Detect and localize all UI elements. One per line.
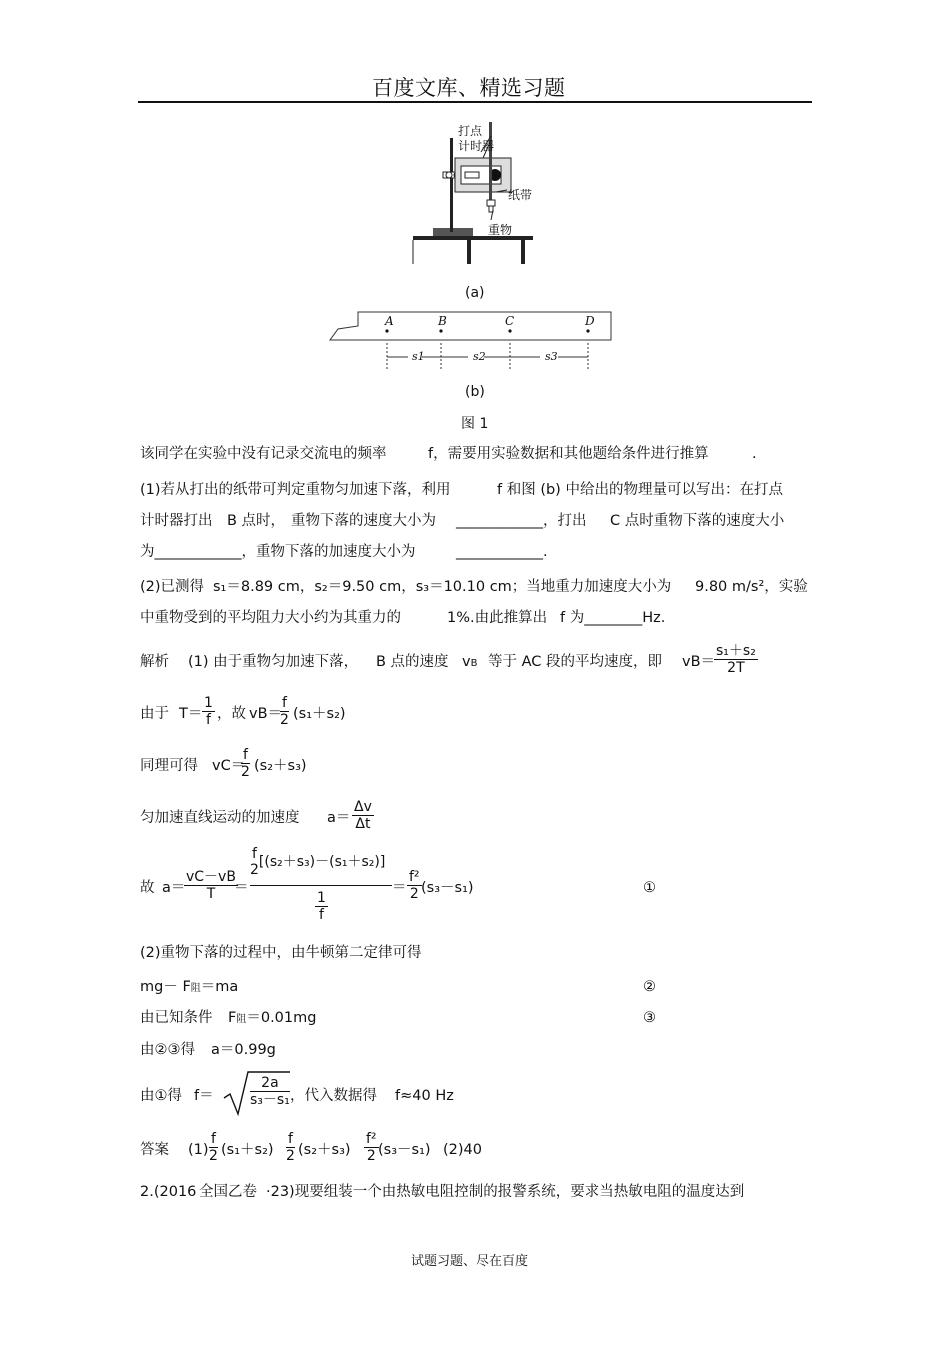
q1-line1b: f 和图 (b) 中给出的物理量可以写出：在打点 (497, 482, 783, 498)
sol-l3b: vC＝ (212, 758, 246, 774)
ans-frac3: $\frac{\text{f²}}{2}$ (366, 1131, 377, 1164)
q1-line2b: B 点时， (227, 513, 286, 529)
ans-frac2: $\frac{f}{2}$ (286, 1131, 295, 1164)
q2-line2c: f 为________Hz. (560, 610, 666, 626)
q1-line2e: C 点时重物下落的速度大小 (610, 513, 785, 529)
sol-l5b: a＝ (162, 880, 186, 896)
q1-line2a: 计时器打出 (140, 513, 213, 529)
sol-l6: (2)重物下落的过程中，由牛顿第二定律可得 (140, 945, 422, 961)
sol-l5-bigden: 1 f (317, 890, 326, 923)
header-rule (138, 101, 812, 103)
para1-c: . (752, 446, 757, 462)
ans-d: (s₂＋s₃) (298, 1142, 351, 1158)
sol-l5-frac2: $\frac{\text{f²}}{2}$ (409, 869, 420, 902)
sol-l10c: ，代入数据得 (290, 1088, 377, 1104)
ans-f: (2)40 (443, 1142, 482, 1158)
sol-l4-frac: $\frac{\Delta v}{\Delta t}$ (354, 799, 372, 832)
sol-l2c: ，故 (217, 706, 246, 722)
q1-line3b: ____________. (456, 544, 548, 560)
q2-line1b: s₁＝8.89 cm，s₂＝9.50 cm，s₃＝10.10 cm；当地重力加速度大小为 (213, 579, 672, 595)
q2-line1c: 9.80 m/s²，实验 (695, 579, 808, 595)
sol-l2-frac2: $\frac{f}{2}$ (280, 695, 289, 728)
sol-l5-bigbar (250, 885, 392, 886)
sol-l5-bignum: f 2 [(s₂＋s₃)－(s₁＋s₂)] (250, 846, 386, 878)
para1-b: f，需要用实验数据和其他题给条件进行推算 (428, 446, 709, 462)
segment-s2: s2 (473, 350, 486, 363)
tape-label: 纸带 (508, 188, 533, 202)
tape-figure (328, 309, 614, 373)
sol-l4b: a＝ (327, 810, 351, 826)
point-d: D (585, 314, 595, 328)
ans-frac1: $\frac{f}{2}$ (209, 1131, 218, 1164)
ans-c: (s₁＋s₂) (221, 1142, 274, 1158)
point-c: C (505, 314, 515, 328)
sol-l5c: ＝ (234, 880, 249, 896)
sol-l2d: vB＝ (249, 706, 283, 722)
sol-l2a: 由于 (140, 706, 169, 722)
sol-l3e: (s₂＋s₃) (254, 758, 307, 774)
page-footer: 试题习题、尽在百度 (411, 1254, 529, 1269)
sol-l4a: 匀加速直线运动的加速度 (140, 810, 300, 826)
eq-mark-2: ② (643, 979, 656, 995)
q2-line2a: 中重物受到的平均阻力大小约为其重力的 (140, 610, 401, 626)
sol-l10b: f＝ (194, 1088, 214, 1104)
page-header: 百度文库、精选习题 (372, 76, 566, 100)
sol-l10-frac: $\frac{2a}{\text{s₃－s₁}}$ (250, 1075, 290, 1108)
q1-line2d: ____________，打出 (456, 513, 587, 529)
sol-l1f: 等于 AC 段的平均速度，即 (488, 654, 663, 670)
ans-e: (s₃－s₁) (378, 1142, 431, 1158)
sol-l2-frac: $\frac{1}{f}$ (204, 695, 213, 728)
q1-line1a: (1)若从打出的纸带可判定重物匀加速下落，利用 (140, 482, 451, 498)
figure-caption: 图 1 (461, 416, 489, 432)
ans-part1: (1) (188, 1142, 209, 1158)
sol-l3-frac: $\frac{f}{2}$ (241, 747, 250, 780)
sol-l1d: vB (462, 654, 478, 670)
sol-l10a: 由①得 (140, 1088, 182, 1104)
sol-l1c: B 点的速度 (376, 654, 449, 670)
sol-l9b: a＝0.99g (211, 1042, 276, 1058)
sol-l2b: T＝ (179, 706, 203, 722)
qnext-c: ·23)现要组装一个由热敏电阻控制的报警系统，要求当热敏电阻的温度达到 (266, 1184, 745, 1200)
point-a: A (385, 314, 394, 328)
segment-s1: s1 (412, 350, 425, 363)
sol-l7: mg－ F阻＝ma (140, 979, 239, 995)
point-b: B (438, 314, 447, 328)
sol-l3a: 同理可得 (140, 758, 198, 774)
q1-line3a: 为____________，重物下落的加速度大小为 (140, 544, 416, 560)
sol-l5d: ＝ (392, 880, 407, 896)
q2-line1a: (2)已测得 (140, 579, 205, 595)
ans-label: 答案 (140, 1142, 169, 1158)
sol-l5-frac1: $\frac{vC-vB}{T}$ (186, 869, 236, 902)
weight-label: 重物 (488, 223, 513, 237)
para1-a: 该同学在实验中没有记录交流电的频率 (140, 446, 387, 462)
sol-l1a: 解析 (140, 654, 169, 670)
sol-l8b: F阻＝0.01mg (228, 1010, 317, 1026)
sol-l9a: 由②③得 (140, 1042, 195, 1058)
figure-a-caption: (a) (465, 285, 485, 301)
qnext-a: 2.(2016 (140, 1184, 197, 1200)
eq-mark-3: ③ (643, 1010, 656, 1026)
sol-l8a: 由已知条件 (140, 1010, 213, 1026)
sol-l1g: vB＝ (682, 654, 716, 670)
sol-l5e: (s₃－s₁) (421, 880, 474, 896)
q2-line2b: 1%.由此推算出 (447, 610, 548, 626)
segment-s3: s3 (545, 350, 558, 363)
figure-b-caption: (b) (465, 384, 485, 400)
sol-l2g: (s₁＋s₂) (293, 706, 346, 722)
sol-l5a: 故 (140, 880, 155, 896)
sol-l10d: f≈40 Hz (395, 1088, 454, 1104)
sol-l1b: (1) 由于重物匀加速下落， (188, 654, 359, 670)
qnext-b: 全国乙卷 (199, 1184, 257, 1200)
timer-label: 打点 计时器 (458, 124, 495, 153)
sol-l1-frac: $\frac{\text{s₁＋s₂}}{2T}$ (716, 643, 756, 676)
eq-mark-1: ① (643, 880, 656, 896)
q1-line2c: 重物下落的速度大小为 (291, 513, 436, 529)
